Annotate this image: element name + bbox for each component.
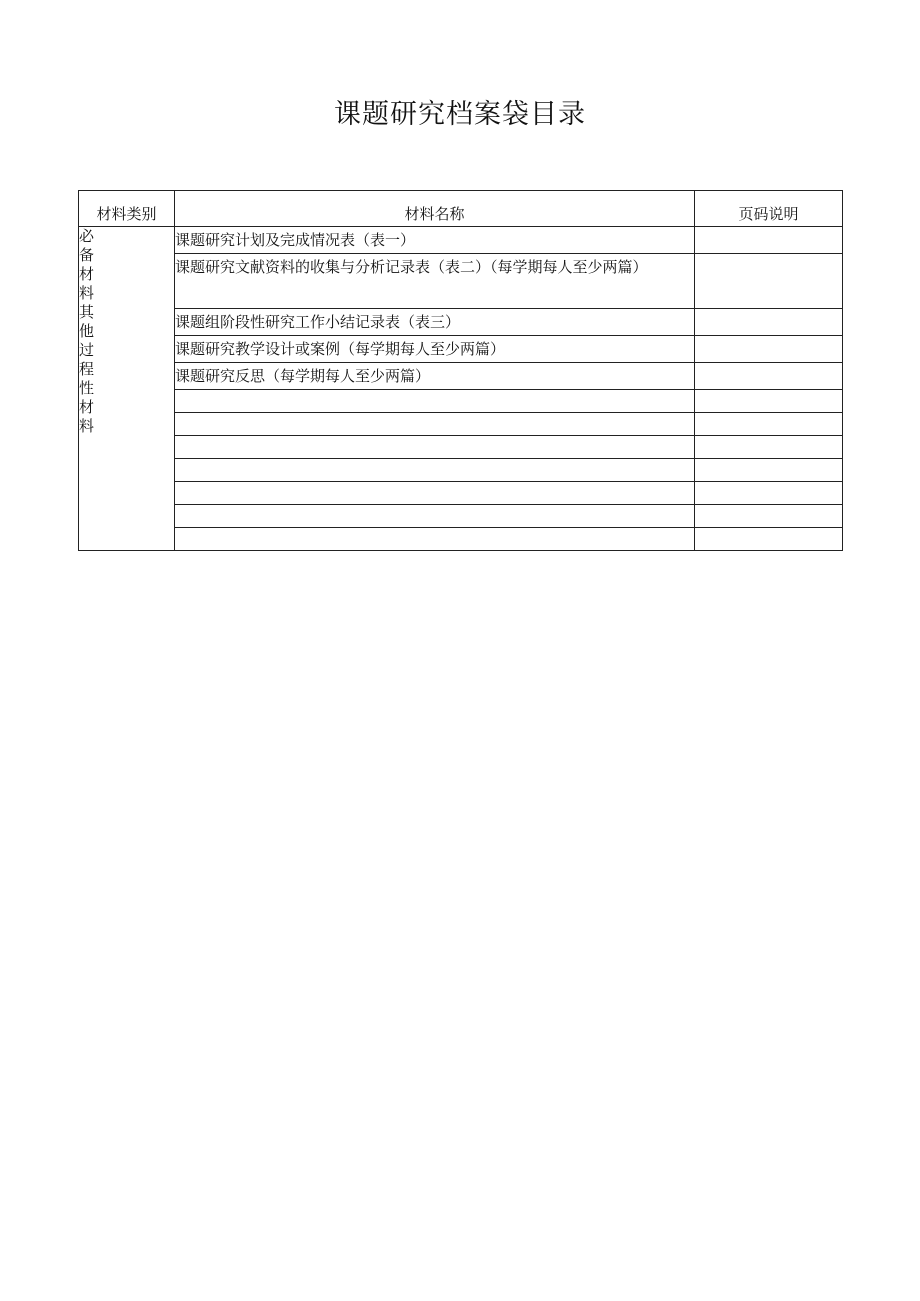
- material-name: 课题研究计划及完成情况表（表一）: [175, 227, 695, 254]
- table-row: [79, 413, 843, 436]
- material-name: [175, 505, 695, 528]
- table-row: [79, 528, 843, 551]
- page-title: 课题研究档案袋目录: [334, 99, 586, 130]
- table-row: [79, 336, 843, 363]
- table-row: [79, 459, 843, 482]
- material-name: [175, 436, 695, 459]
- material-name: [175, 390, 695, 413]
- header-row: [79, 191, 843, 227]
- page-note: [695, 505, 843, 528]
- page-note: [695, 363, 843, 390]
- table-row: [79, 390, 843, 413]
- page-note: [695, 528, 843, 551]
- page-note: [695, 309, 843, 336]
- page-note: [695, 336, 843, 363]
- material-name: [175, 413, 695, 436]
- material-name: 课题研究文献资料的收集与分析记录表（表二）（每学期每人至少两篇）: [175, 254, 695, 309]
- page-note: [695, 254, 843, 309]
- header-page: 页码说明: [695, 191, 843, 227]
- category-cell: [79, 227, 175, 551]
- table-row: [79, 436, 843, 459]
- page-note: [695, 459, 843, 482]
- header-category: 材料类别: [79, 191, 175, 227]
- material-name: 课题研究教学设计或案例（每学期每人至少两篇）: [175, 336, 695, 363]
- material-name: 课题研究反思（每学期每人至少两篇）: [175, 363, 695, 390]
- table-row: [79, 363, 843, 390]
- table-row: [79, 254, 843, 309]
- table-row: [79, 309, 843, 336]
- page-note: [695, 390, 843, 413]
- table-row: [79, 227, 843, 254]
- category-label: 必备材料其他过程性材料: [79, 227, 95, 435]
- page-note: [695, 413, 843, 436]
- catalog-table: [78, 190, 843, 551]
- material-name: [175, 459, 695, 482]
- page-note: [695, 436, 843, 459]
- table-row: [79, 505, 843, 528]
- table-row: [79, 482, 843, 505]
- header-name: 材料名称: [175, 191, 695, 227]
- page-note: [695, 482, 843, 505]
- material-name: 课题组阶段性研究工作小结记录表（表三）: [175, 309, 695, 336]
- material-name: [175, 528, 695, 551]
- page-note: [695, 227, 843, 254]
- material-name: [175, 482, 695, 505]
